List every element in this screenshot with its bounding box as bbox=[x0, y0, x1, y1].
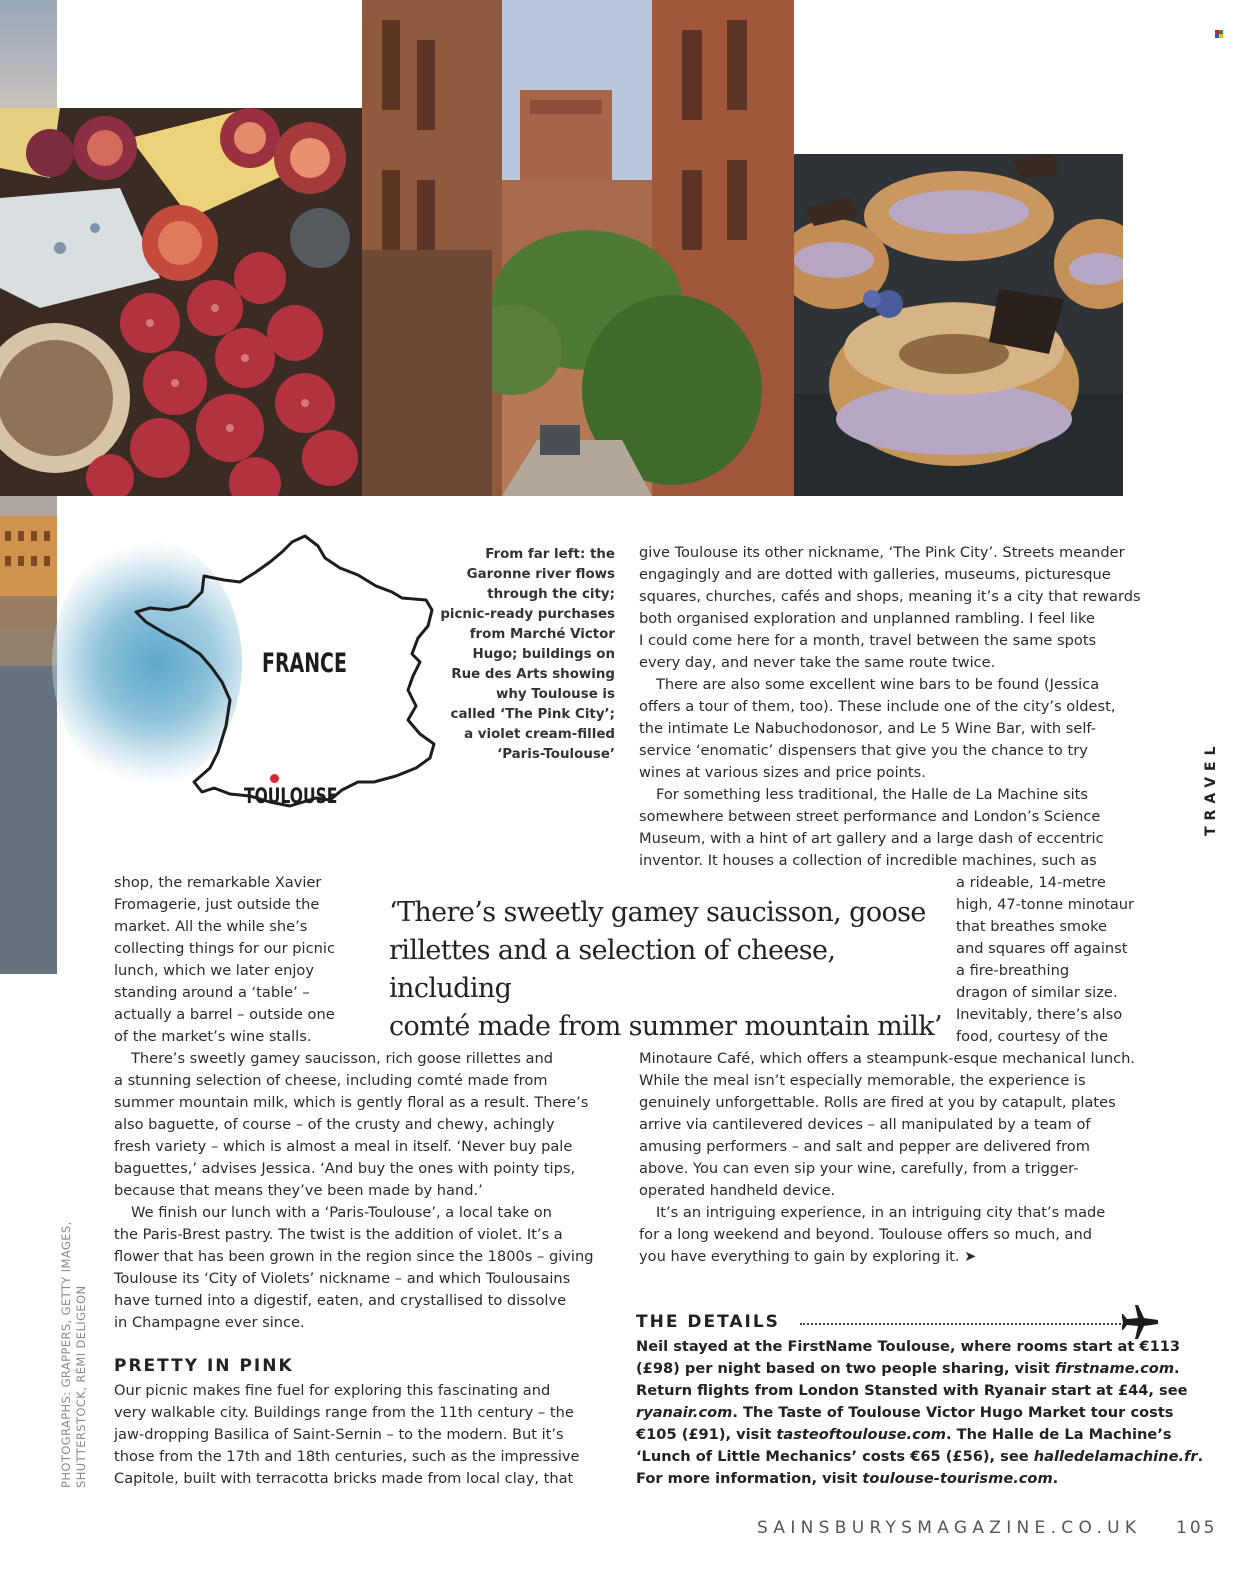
text-line: somewhere between street performance and London’s Science bbox=[639, 808, 1101, 825]
text-line: While the meal isn’t especially memorable, the experience is bbox=[639, 1072, 1086, 1089]
text-line: amusing performers – and salt and pepper are delivered from bbox=[639, 1138, 1090, 1155]
pull-quote-line: ‘There’s sweetly gamey saucisson, goose bbox=[389, 897, 926, 928]
caption-line: ‘Paris-Toulouse’ bbox=[497, 747, 615, 762]
text-line: inventor. It houses a collection of incredible machines, such as bbox=[639, 852, 1097, 869]
text-line: that breathes smoke bbox=[956, 918, 1107, 935]
text-line: market. All the while she’s bbox=[114, 918, 308, 935]
details-line: Return flights from London Stansted with Ryanair start at £44, see bbox=[636, 1382, 1188, 1399]
text-line: dragon of similar size. bbox=[956, 984, 1118, 1001]
text-line: also baguette, of course – of the crusty and chewy, achingly bbox=[114, 1116, 555, 1133]
text-line: For something less traditional, the Halle de La Machine sits bbox=[656, 786, 1088, 803]
text-line: a rideable, 14-metre bbox=[956, 874, 1106, 891]
riverside-illustration bbox=[0, 496, 57, 974]
caption-line: why Toulouse is bbox=[496, 687, 615, 702]
link-toulouse-tourisme[interactable]: toulouse-tourisme.com bbox=[862, 1470, 1053, 1487]
pull-quote bbox=[389, 894, 944, 1046]
text-line: standing around a ‘table’ – bbox=[114, 984, 310, 1001]
link-tasteoftoulouse[interactable]: tasteoftoulouse.com bbox=[776, 1426, 946, 1443]
river-photo-top bbox=[0, 0, 57, 108]
caption-line: From far left: the bbox=[485, 547, 615, 562]
text-line: above. You can even sip your wine, carefully, from a trigger- bbox=[639, 1160, 1079, 1177]
text-line: Our picnic makes fine fuel for exploring this fascinating and bbox=[114, 1382, 551, 1399]
text-line: of the market’s wine stalls. bbox=[114, 1028, 312, 1045]
text-line: There’s sweetly gamey saucisson, rich goose rillettes and bbox=[131, 1050, 554, 1067]
details-line: ryanair.com. The Taste of Toulouse Victor Hugo Market tour costs bbox=[636, 1404, 1174, 1421]
text-line: fresh variety – which is almost a meal in itself. ‘Never buy pale bbox=[114, 1138, 573, 1155]
text-line: in Champagne ever since. bbox=[114, 1314, 305, 1331]
text-line: Capitole, built with terracotta bricks made from local clay, that bbox=[114, 1470, 574, 1487]
photo-credit-line: SHUTTERSTOCK, RÉMI DELIGEON bbox=[74, 1285, 88, 1488]
pastry-photo bbox=[794, 154, 1123, 496]
text-line: actually a barrel – outside one bbox=[114, 1006, 335, 1023]
street-illustration bbox=[362, 0, 794, 496]
map-city-label: TOULOUSE bbox=[244, 784, 338, 808]
caption-line: picnic-ready purchases bbox=[440, 607, 615, 622]
text-line: flower that has been grown in the region since the 1800s – giving bbox=[114, 1248, 594, 1265]
text-line: those from the 17th and 18th centuries, such as the impressive bbox=[114, 1448, 580, 1465]
pastry-illustration bbox=[794, 154, 1123, 496]
link-ryanair[interactable]: ryanair.com bbox=[636, 1404, 733, 1421]
picnic-photo bbox=[0, 108, 362, 496]
color-registration-mark bbox=[1215, 30, 1223, 38]
text-line: very walkable city. Buildings range from the 11th century – the bbox=[114, 1404, 574, 1421]
text-line: collecting things for our picnic bbox=[114, 940, 335, 957]
text-line: you have everything to gain by exploring it. ➤ bbox=[639, 1248, 977, 1265]
text-line: every day, and never take the same route twice. bbox=[639, 654, 996, 671]
details-line: ‘Lunch of Little Mechanics’ costs €65 (£56), see halledelamachine.fr. bbox=[636, 1448, 1204, 1465]
section-label-text: TRAVEL bbox=[1203, 740, 1219, 836]
details-line: For more information, visit toulouse-tourisme.com. bbox=[636, 1470, 1059, 1487]
text-line: We finish our lunch with a ‘Paris-Toulouse’, a local take on bbox=[131, 1204, 552, 1221]
link-halledelamachine[interactable]: halledelamachine.fr bbox=[1033, 1448, 1198, 1465]
text-line: It’s an intriguing experience, in an intriguing city that’s made bbox=[656, 1204, 1106, 1221]
text-line: and squares off against bbox=[956, 940, 1128, 957]
caption-line: a violet cream-filled bbox=[464, 727, 615, 742]
text-line: Toulouse its ‘City of Violets’ nickname – and which Toulousains bbox=[114, 1270, 571, 1287]
text-line: Minotaure Café, which offers a steampunk-esque mechanical lunch. bbox=[639, 1050, 1135, 1067]
text-line: give Toulouse its other nickname, ‘The Pink City’. Streets meander bbox=[639, 544, 1125, 561]
text-line: jaw-dropping Basilica of Saint-Sernin – to the modern. But it’s bbox=[114, 1426, 564, 1443]
street-photo bbox=[362, 0, 794, 496]
text-line: a fire-breathing bbox=[956, 962, 1070, 979]
footer-website[interactable]: SAINSBURYSMAGAZINE.CO.UK bbox=[757, 1518, 1142, 1538]
text-line: genuinely unforgettable. Rolls are fired at you by catapult, plates bbox=[639, 1094, 1116, 1111]
photo-credit bbox=[58, 1200, 88, 1490]
right-column-bottom bbox=[639, 1048, 1135, 1268]
text-line: Inevitably, there’s also bbox=[956, 1006, 1123, 1023]
caption-line: Hugo; buildings on bbox=[472, 647, 615, 662]
text-line: I could come here for a month, travel between the same spots bbox=[639, 632, 1097, 649]
text-line: the Paris-Brest pastry. The twist is the addition of violet. It’s a bbox=[114, 1226, 563, 1243]
map-city-dot bbox=[270, 774, 279, 783]
details-text bbox=[636, 1336, 1203, 1490]
page-number: 105 bbox=[1176, 1518, 1218, 1538]
caption-line: from Marché Victor bbox=[469, 627, 615, 642]
text-line: have turned into a digestif, eaten, and crystallised to dissolve bbox=[114, 1292, 567, 1309]
text-line: shop, the remarkable Xavier bbox=[114, 874, 322, 891]
text-line: arrive via cantilevered devices – all manipulated by a team of bbox=[639, 1116, 1091, 1133]
text-line: food, courtesy of the bbox=[956, 1028, 1108, 1045]
photo-credit-line: PHOTOGRAPHS: GRAPPERS, GETTY IMAGES, bbox=[59, 1221, 73, 1488]
text-line: engagingly and are dotted with galleries, museums, picturesque bbox=[639, 566, 1111, 583]
caption-line: Rue des Arts showing bbox=[451, 667, 615, 682]
text-line: offers a tour of them, too). These include one of the city’s oldest, bbox=[639, 698, 1116, 715]
left-column-bottom bbox=[114, 1380, 580, 1490]
details-dotted-rule bbox=[800, 1323, 1125, 1325]
pull-quote-line: rillettes and a selection of cheese, including bbox=[389, 935, 836, 1004]
river-photo-side bbox=[0, 496, 57, 974]
pull-quote-line: comté made from summer mountain milk’ bbox=[389, 1011, 943, 1042]
details-line: Neil stayed at the FirstName Toulouse, where rooms start at €113 bbox=[636, 1338, 1181, 1355]
details-line: €105 (£91), visit tasteoftoulouse.com. The Halle de La Machine’s bbox=[636, 1426, 1172, 1443]
text-line: service ‘enomatic’ dispensers that give you the chance to try bbox=[639, 742, 1088, 759]
details-heading: THE DETAILS bbox=[636, 1312, 780, 1332]
text-line: for a long weekend and beyond. Toulouse offers so much, and bbox=[639, 1226, 1092, 1243]
text-line: the intimate Le Nabuchodonosor, and Le 5 Wine Bar, with self- bbox=[639, 720, 1097, 737]
text-line: summer mountain milk, which is gently floral as a result. There’s bbox=[114, 1094, 589, 1111]
section-heading: PRETTY IN PINK bbox=[114, 1356, 294, 1376]
caption-line: Garonne river flows bbox=[466, 567, 615, 582]
text-line: high, 47-tonne minotaur bbox=[956, 896, 1135, 913]
picnic-illustration bbox=[0, 108, 362, 496]
text-line: baguettes,’ advises Jessica. ‘And buy the ones with pointy tips, bbox=[114, 1160, 576, 1177]
text-line: Fromagerie, just outside the bbox=[114, 896, 320, 913]
caption-line: through the city; bbox=[487, 587, 615, 602]
section-label-travel bbox=[1200, 720, 1220, 840]
details-line: (£98) per night based on two people sharing, visit firstname.com. bbox=[636, 1360, 1180, 1377]
caption-line: called ‘The Pink City’; bbox=[450, 707, 615, 722]
map-country-label: FRANCE bbox=[262, 648, 347, 679]
text-line: Museum, with a hint of art gallery and a large dash of eccentric bbox=[639, 830, 1104, 847]
text-line: a stunning selection of cheese, including comté made from bbox=[114, 1072, 548, 1089]
text-line: squares, churches, cafés and shops, meaning it’s a city that rewards bbox=[639, 588, 1141, 605]
text-line: because that means they’ve been made by hand.’ bbox=[114, 1182, 483, 1199]
right-column-top bbox=[639, 542, 1141, 872]
photo-caption bbox=[440, 545, 615, 765]
text-line: both organised exploration and unplanned rambling. I feel like bbox=[639, 610, 1095, 627]
link-firstname[interactable]: firstname.com bbox=[1054, 1360, 1175, 1377]
text-line: operated handheld device. bbox=[639, 1182, 836, 1199]
text-line: There are also some excellent wine bars to be found (Jessica bbox=[656, 676, 1100, 693]
right-column-narrow bbox=[956, 872, 1134, 1048]
text-line: wines at various sizes and price points. bbox=[639, 764, 926, 781]
text-line: lunch, which we later enjoy bbox=[114, 962, 314, 979]
